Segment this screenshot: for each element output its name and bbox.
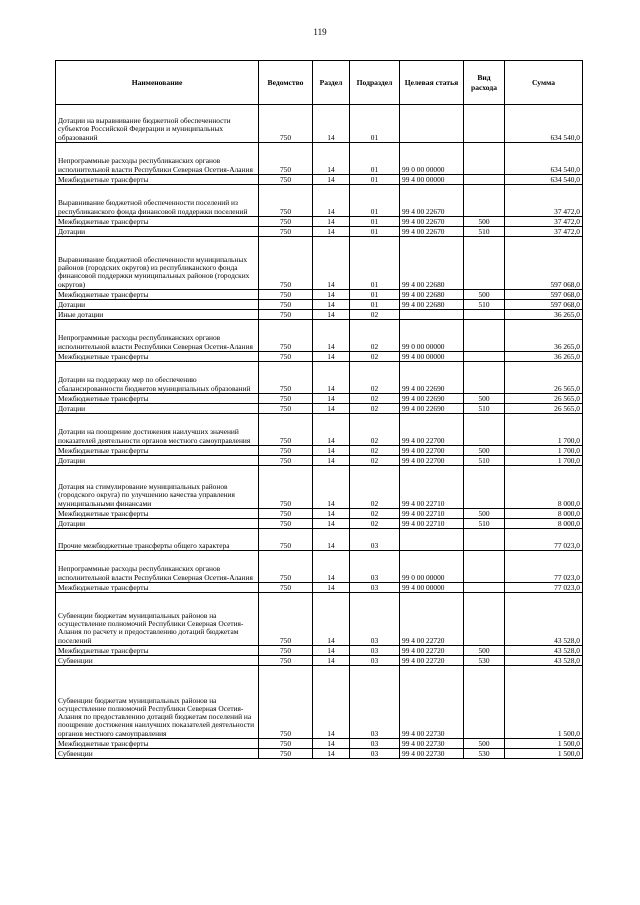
cell-target: 99 4 00 22670: [400, 217, 464, 227]
cell-name: Дотация на стимулирование муниципальных районов (городского округа) по улучшению качества управления муниципальными финансами: [56, 466, 259, 509]
cell-subsection: 01: [350, 105, 400, 143]
cell-subsection: 03: [350, 583, 400, 593]
cell-section: 14: [313, 739, 350, 749]
cell-kind: [464, 320, 505, 352]
cell-target: 99 4 00 22680: [400, 237, 464, 290]
cell-name: Межбюджетные трансферты: [56, 290, 259, 300]
cell-section: 14: [313, 466, 350, 509]
cell-dept: 750: [259, 300, 313, 310]
cell-section: 14: [313, 310, 350, 320]
table-header: [56, 61, 583, 105]
cell-sum: 597 068,0: [505, 290, 583, 300]
cell-name: Дотации: [56, 519, 259, 529]
cell-kind: 510: [464, 300, 505, 310]
cell-target: 99 4 00 22720: [400, 646, 464, 656]
table-row: [56, 519, 583, 529]
cell-subsection: 01: [350, 237, 400, 290]
cell-section: 14: [313, 446, 350, 456]
cell-kind: 510: [464, 456, 505, 466]
cell-subsection: 01: [350, 290, 400, 300]
cell-dept: 750: [259, 352, 313, 362]
cell-sum: 1 500,0: [505, 749, 583, 759]
cell-sum: 634 540,0: [505, 175, 583, 185]
cell-section: 14: [313, 646, 350, 656]
cell-section: 14: [313, 300, 350, 310]
cell-sum: 634 540,0: [505, 143, 583, 175]
cell-section: 14: [313, 175, 350, 185]
cell-dept: 750: [259, 237, 313, 290]
cell-kind: 500: [464, 290, 505, 300]
cell-subsection: 02: [350, 320, 400, 352]
table-row: [56, 217, 583, 227]
cell-sum: 37 472,0: [505, 217, 583, 227]
cell-sum: 43 528,0: [505, 656, 583, 666]
cell-dept: 750: [259, 185, 313, 217]
cell-section: 14: [313, 105, 350, 143]
cell-target: 99 4 00 22710: [400, 466, 464, 509]
cell-sum: 1 700,0: [505, 414, 583, 446]
table-row: [56, 414, 583, 446]
cell-name: Межбюджетные трансферты: [56, 217, 259, 227]
cell-target: 99 4 00 22730: [400, 749, 464, 759]
cell-section: 14: [313, 352, 350, 362]
table-row: [56, 404, 583, 414]
cell-name: Дотации на выравнивание бюджетной обеспеченности субъектов Российской Федерации и муниципальных образований: [56, 105, 259, 143]
cell-dept: 750: [259, 593, 313, 646]
cell-subsection: 02: [350, 394, 400, 404]
cell-sum: 36 265,0: [505, 352, 583, 362]
cell-subsection: 03: [350, 593, 400, 646]
cell-section: 14: [313, 519, 350, 529]
cell-kind: 510: [464, 404, 505, 414]
cell-target: 99 4 00 22690: [400, 404, 464, 414]
cell-kind: [464, 414, 505, 446]
cell-dept: 750: [259, 310, 313, 320]
table-row: [56, 290, 583, 300]
cell-section: 14: [313, 237, 350, 290]
cell-kind: 530: [464, 656, 505, 666]
table-row: [56, 551, 583, 583]
cell-kind: [464, 362, 505, 394]
cell-dept: 750: [259, 456, 313, 466]
cell-kind: 510: [464, 519, 505, 529]
cell-dept: 750: [259, 414, 313, 446]
cell-target: 99 4 00 22730: [400, 739, 464, 749]
cell-dept: 750: [259, 583, 313, 593]
cell-dept: 750: [259, 749, 313, 759]
cell-section: 14: [313, 404, 350, 414]
budget-table: [55, 60, 583, 759]
cell-dept: 750: [259, 519, 313, 529]
col-header-kind: Вид расхода: [464, 61, 505, 105]
cell-target: 99 4 00 22670: [400, 227, 464, 237]
cell-kind: 500: [464, 394, 505, 404]
cell-section: 14: [313, 583, 350, 593]
table-row: [56, 583, 583, 593]
cell-section: 14: [313, 666, 350, 739]
cell-dept: 750: [259, 143, 313, 175]
cell-target: 99 0 00 00000: [400, 143, 464, 175]
cell-target: 99 4 00 22680: [400, 300, 464, 310]
cell-target: 99 4 00 22700: [400, 446, 464, 456]
cell-sum: 37 472,0: [505, 185, 583, 217]
cell-target: 99 0 00 00000: [400, 551, 464, 583]
cell-kind: 510: [464, 227, 505, 237]
table-row: [56, 310, 583, 320]
table-row: [56, 362, 583, 394]
table-row: [56, 237, 583, 290]
cell-subsection: 03: [350, 739, 400, 749]
cell-subsection: 03: [350, 666, 400, 739]
cell-kind: 500: [464, 217, 505, 227]
cell-subsection: 03: [350, 656, 400, 666]
cell-target: 99 4 00 22710: [400, 509, 464, 519]
cell-subsection: 02: [350, 310, 400, 320]
cell-subsection: 01: [350, 217, 400, 227]
cell-subsection: 01: [350, 300, 400, 310]
table-row: [56, 175, 583, 185]
cell-target: 99 4 00 22700: [400, 456, 464, 466]
cell-sum: 36 265,0: [505, 310, 583, 320]
cell-sum: 8 000,0: [505, 466, 583, 509]
cell-subsection: 02: [350, 362, 400, 394]
cell-target: 99 4 00 22700: [400, 414, 464, 446]
cell-subsection: 01: [350, 227, 400, 237]
table-row: [56, 300, 583, 310]
cell-sum: 1 700,0: [505, 456, 583, 466]
cell-name: Межбюджетные трансферты: [56, 739, 259, 749]
cell-name: Субвенции бюджетам муниципальных районов на осуществление полномочий Республики Северная Осетия-Алания по расчету и предоставлению дотаций бюджетам поселений: [56, 593, 259, 646]
cell-dept: 750: [259, 551, 313, 583]
cell-name: Межбюджетные трансферты: [56, 646, 259, 656]
cell-target: 99 4 00 00000: [400, 175, 464, 185]
cell-section: 14: [313, 217, 350, 227]
table-row: [56, 593, 583, 646]
cell-sum: 1 500,0: [505, 666, 583, 739]
cell-target: 99 4 00 22720: [400, 656, 464, 666]
cell-sum: 77 023,0: [505, 583, 583, 593]
table-row: [56, 466, 583, 509]
cell-kind: [464, 666, 505, 739]
table-row: [56, 446, 583, 456]
cell-name: Дотации: [56, 404, 259, 414]
cell-subsection: 03: [350, 529, 400, 551]
cell-kind: 500: [464, 646, 505, 656]
cell-sum: 37 472,0: [505, 227, 583, 237]
cell-dept: 750: [259, 362, 313, 394]
cell-kind: [464, 352, 505, 362]
cell-section: 14: [313, 749, 350, 759]
cell-dept: 750: [259, 509, 313, 519]
col-header-section: Раздел: [313, 61, 350, 105]
cell-kind: [464, 237, 505, 290]
col-header-name: Наименование: [56, 61, 259, 105]
table-body: [56, 105, 583, 759]
cell-target: 99 4 00 00000: [400, 352, 464, 362]
cell-sum: 1 500,0: [505, 739, 583, 749]
cell-section: 14: [313, 414, 350, 446]
cell-subsection: 03: [350, 551, 400, 583]
table-row: [56, 749, 583, 759]
cell-name: Дотации: [56, 300, 259, 310]
cell-dept: 750: [259, 175, 313, 185]
cell-target: 99 0 00 00000: [400, 320, 464, 352]
cell-subsection: 02: [350, 456, 400, 466]
cell-dept: 750: [259, 290, 313, 300]
cell-subsection: 03: [350, 646, 400, 656]
cell-section: 14: [313, 227, 350, 237]
cell-dept: 750: [259, 656, 313, 666]
cell-subsection: 02: [350, 519, 400, 529]
cell-target: [400, 105, 464, 143]
cell-name: Межбюджетные трансферты: [56, 175, 259, 185]
cell-dept: 750: [259, 529, 313, 551]
cell-kind: [464, 105, 505, 143]
cell-target: 99 4 00 22680: [400, 290, 464, 300]
cell-target: 99 4 00 22690: [400, 362, 464, 394]
cell-kind: 500: [464, 446, 505, 456]
cell-sum: 43 528,0: [505, 593, 583, 646]
table-row: [56, 666, 583, 739]
cell-name: Дотации на поощрение достижения наилучших значений показателей деятельности органов местного самоуправления: [56, 414, 259, 446]
cell-section: 14: [313, 656, 350, 666]
cell-dept: 750: [259, 446, 313, 456]
cell-section: 14: [313, 394, 350, 404]
cell-kind: [464, 310, 505, 320]
cell-kind: 500: [464, 739, 505, 749]
cell-name: Субвенции бюджетам муниципальных районов на осуществление полномочий Республики Северная Осетия-Алания по предоставлению дотаций бюджетам поселений на поощрение достижения наилучших показателей деятельности органов местного самоуправления: [56, 666, 259, 739]
cell-subsection: 03: [350, 749, 400, 759]
cell-target: 99 4 00 22730: [400, 666, 464, 739]
cell-subsection: 02: [350, 404, 400, 414]
cell-target: [400, 310, 464, 320]
cell-name: Межбюджетные трансферты: [56, 446, 259, 456]
cell-sum: 77 023,0: [505, 551, 583, 583]
cell-section: 14: [313, 320, 350, 352]
cell-sum: 634 540,0: [505, 105, 583, 143]
cell-target: 99 4 00 22710: [400, 519, 464, 529]
page-number: 119: [313, 27, 327, 37]
cell-sum: 8 000,0: [505, 519, 583, 529]
cell-section: 14: [313, 143, 350, 175]
col-header-dept: Ведомство: [259, 61, 313, 105]
table-row: [56, 185, 583, 217]
cell-subsection: 01: [350, 185, 400, 217]
cell-kind: [464, 185, 505, 217]
cell-name: Непрограммные расходы республиканских органов исполнительной власти Республики Северная Осетия-Алания: [56, 143, 259, 175]
cell-dept: 750: [259, 227, 313, 237]
table-row: [56, 143, 583, 175]
cell-name: Дотации: [56, 456, 259, 466]
cell-section: 14: [313, 551, 350, 583]
cell-section: 14: [313, 185, 350, 217]
cell-dept: 750: [259, 739, 313, 749]
cell-sum: 26 565,0: [505, 404, 583, 414]
cell-sum: 36 265,0: [505, 320, 583, 352]
cell-dept: 750: [259, 646, 313, 656]
cell-sum: 43 528,0: [505, 646, 583, 656]
cell-name: Выравнивание бюджетной обеспеченности поселений из республиканского фонда финансовой поддержки поселений: [56, 185, 259, 217]
cell-section: 14: [313, 290, 350, 300]
table-row: [56, 227, 583, 237]
cell-subsection: 02: [350, 509, 400, 519]
cell-kind: [464, 583, 505, 593]
table-row: [56, 529, 583, 551]
cell-target: 99 4 00 00000: [400, 583, 464, 593]
cell-subsection: 01: [350, 143, 400, 175]
cell-sum: 77 023,0: [505, 529, 583, 551]
cell-target: 99 4 00 22670: [400, 185, 464, 217]
cell-name: Межбюджетные трансферты: [56, 394, 259, 404]
cell-subsection: 02: [350, 352, 400, 362]
cell-name: Межбюджетные трансферты: [56, 583, 259, 593]
cell-name: Субвенции: [56, 749, 259, 759]
table-row: [56, 456, 583, 466]
cell-name: Межбюджетные трансферты: [56, 509, 259, 519]
cell-dept: 750: [259, 666, 313, 739]
cell-sum: 1 700,0: [505, 446, 583, 456]
cell-target: [400, 529, 464, 551]
cell-dept: 750: [259, 466, 313, 509]
cell-name: Межбюджетные трансферты: [56, 352, 259, 362]
cell-name: Прочие межбюджетные трансферты общего характера: [56, 529, 259, 551]
cell-kind: [464, 175, 505, 185]
col-header-target: Целевая статья: [400, 61, 464, 105]
cell-kind: [464, 143, 505, 175]
table-row: [56, 105, 583, 143]
cell-subsection: 02: [350, 414, 400, 446]
cell-sum: 26 565,0: [505, 362, 583, 394]
table-row: [56, 352, 583, 362]
table-row: [56, 656, 583, 666]
table-row: [56, 394, 583, 404]
cell-section: 14: [313, 362, 350, 394]
cell-sum: 597 068,0: [505, 237, 583, 290]
cell-target: 99 4 00 22690: [400, 394, 464, 404]
cell-dept: 750: [259, 394, 313, 404]
cell-kind: [464, 551, 505, 583]
cell-name: Выравнивание бюджетной обеспеченности муниципальных районов (городских округов) из республиканского фонда финансовой поддержки муниципальных районов (городских округов): [56, 237, 259, 290]
cell-name: Субвенции: [56, 656, 259, 666]
cell-name: Непрограммные расходы республиканских органов исполнительной власти Республики Северная Осетия-Алания: [56, 320, 259, 352]
table-row: [56, 646, 583, 656]
table-row: [56, 509, 583, 519]
cell-name: Дотации: [56, 227, 259, 237]
cell-name: Непрограммные расходы республиканских органов исполнительной власти Республики Северная Осетия-Алания: [56, 551, 259, 583]
table-row: [56, 739, 583, 749]
cell-dept: 750: [259, 320, 313, 352]
cell-sum: 26 565,0: [505, 394, 583, 404]
cell-dept: 750: [259, 404, 313, 414]
col-header-subsection: Подраздел: [350, 61, 400, 105]
cell-kind: [464, 593, 505, 646]
cell-name: Иные дотации: [56, 310, 259, 320]
cell-section: 14: [313, 509, 350, 519]
cell-sum: 8 000,0: [505, 509, 583, 519]
cell-target: 99 4 00 22720: [400, 593, 464, 646]
cell-kind: 500: [464, 509, 505, 519]
col-header-sum: Сумма: [505, 61, 583, 105]
cell-kind: 530: [464, 749, 505, 759]
cell-subsection: 02: [350, 446, 400, 456]
cell-name: Дотации на поддержку мер по обеспечению сбалансированности бюджетов муниципальных образований: [56, 362, 259, 394]
cell-section: 14: [313, 593, 350, 646]
cell-subsection: 01: [350, 175, 400, 185]
table-row: [56, 320, 583, 352]
cell-section: 14: [313, 456, 350, 466]
cell-dept: 750: [259, 105, 313, 143]
cell-sum: 597 068,0: [505, 300, 583, 310]
cell-dept: 750: [259, 217, 313, 227]
cell-kind: [464, 466, 505, 509]
cell-kind: [464, 529, 505, 551]
cell-subsection: 02: [350, 466, 400, 509]
cell-section: 14: [313, 529, 350, 551]
